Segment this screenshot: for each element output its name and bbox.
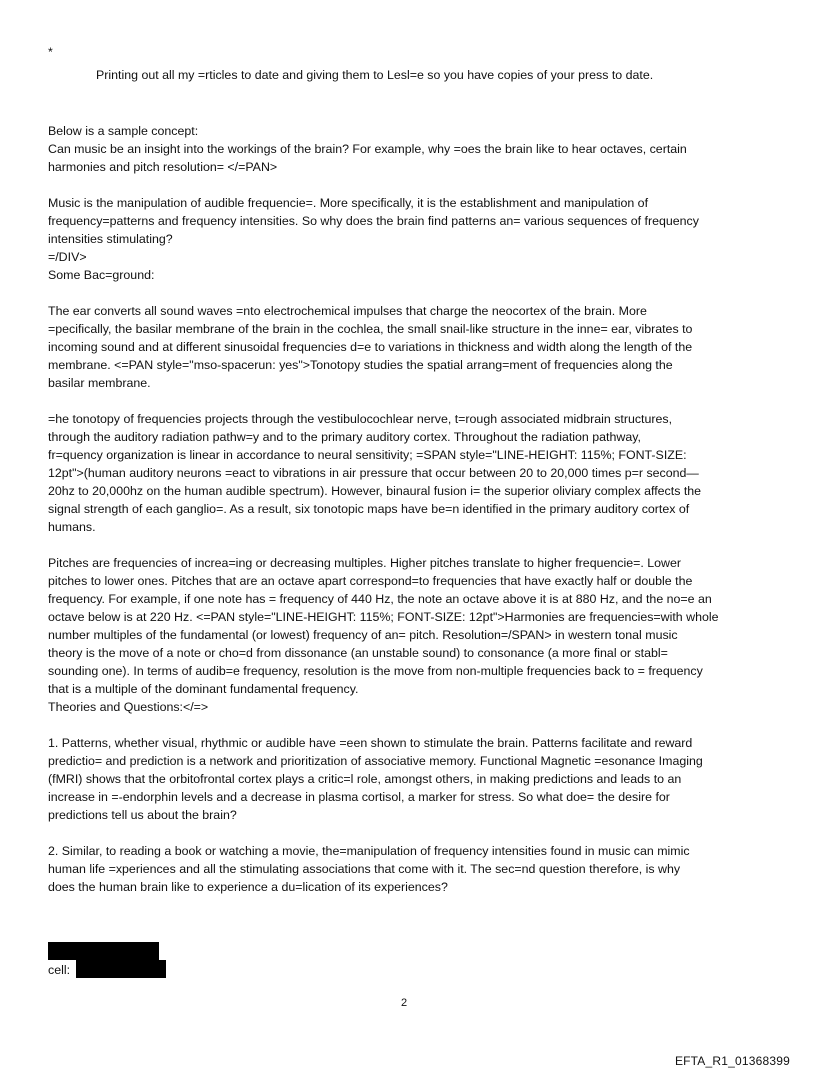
text-line: theory is the move of a note or cho=d from dissonance (an unstable sound) to consonance (a more final or stabl= [48,646,668,660]
text-line: through the auditory radiation pathw=y and to the primary auditory cortex. Throughout the radiation pathway, [48,430,641,444]
text-line: intensities stimulating? [48,232,173,246]
text-line: humans. [48,520,96,534]
text-line: membrane. <=PAN style="mso-spacerun: yes">Tonotopy studies the spatial arrang=ment of frequencies along the [48,358,673,372]
text-line: 1. Patterns, whether visual, rhythmic or audible have =een shown to stimulate the brain. Patterns facilitate and reward [48,736,693,750]
text-line: does the human brain like to experience a du=lication of its experiences? [48,880,448,894]
text-line: octave below is at 220 Hz. <=PAN style="LINE-HEIGHT: 115%; FONT-SIZE: 12pt">Harmonies are frequencies=with whole [48,610,719,624]
text-line: predictio= and prediction is a network and prioritization of associative memory. Functional Magnetic =esonance Imaging [48,754,703,768]
text-line: incoming sound and at different sinusoidal frequencies d=e to variations in thickness and width along the length of the [48,340,693,354]
text-line: Can music be an insight into the workings of the brain? For example, why =oes the brain like to hear octaves, certain [48,142,687,156]
text-line: frequency. For example, if one note has = frequency of 440 Hz, the note an octave above it is at 880 Hz, and the no=e an [48,592,712,606]
page-number: 2 [401,997,408,1009]
text-line: human life =xperiences and all the stimulating associations that come with it. The sec=nd question therefore, is why [48,862,681,876]
text-line: predictions tell us about the brain? [48,808,237,822]
text-line: harmonies and pitch resolution= </=PAN> [48,160,278,174]
text-line: =he tonotopy of frequencies projects through the vestibulocochlear nerve, t=rough associated midbrain structures, [48,412,673,426]
text-line: pitches to lower ones. Pitches that are an octave apart correspond=to frequencies that have exactly half or double the [48,574,693,588]
paragraph-tonotopy [48,410,770,536]
text-line: Below is a sample concept: [48,124,199,138]
text-line: 2. Similar, to reading a book or watching a movie, the=manipulation of frequency intensities found in music can mimic [48,844,690,858]
paragraph-question-2 [48,842,770,896]
text-line: frequency=patterns and frequency intensities. So why does the brain find patterns an= various sequences of frequency [48,214,699,228]
text-line: The ear converts all sound waves =nto electrochemical impulses that charge the neocortex of the brain. More [48,304,647,318]
paragraph-ear [48,302,770,392]
document-body [48,122,770,914]
text-line: fr=quency organization is linear in accordance to neural sensitivity; =SPAN style="LINE-HEIGHT: 115%; FONT-SIZE: [48,448,687,462]
section-heading-background: Some Bac=ground: [48,268,155,282]
text-line: Music is the manipulation of audible frequencie=. More specifically, it is the establishment and manipulation of [48,196,649,210]
redaction-bar-phone [76,960,166,978]
document-id: EFTA_R1_01368399 [674,1054,790,1068]
paragraph-concept [48,122,770,176]
asterisk-mark: * [48,45,53,59]
cell-label: cell: [48,963,71,977]
text-line: =/DIV> [48,250,87,264]
text-line: increase in =-endorphin levels and a decrease in plasma cortisol, a marker for stress. So what doe= the desire for [48,790,670,804]
text-line: =pecifically, the basilar membrane of the brain in the cochlea, the small snail-like structure in the inne= ear, vibrates to [48,322,693,336]
text-line: basilar membrane. [48,376,151,390]
paragraph-question-1 [48,734,770,824]
text-line: signal strength of each ganglio=. As a result, six tonotopic maps have be=n identified in the primary auditory cortex of [48,502,690,516]
section-heading-theories: Theories and Questions:</=> [48,700,209,714]
text-line: Pitches are frequencies of increa=ing or decreasing multiples. Higher pitches translate to higher frequencie=. Lower [48,556,681,570]
text-line: that is a multiple of the dominant fundamental frequency. [48,682,359,696]
paragraph-music-definition [48,194,770,284]
text-line: 20hz to 20,000hz on the human audible spectrum). However, binaural fusion i= the superior oliviary complex affects the [48,484,702,498]
text-line: (fMRI) shows that the orbitofrontal cortex plays a critic=l role, amongst others, in making predictions and leads to an [48,772,682,786]
paragraph-pitches [48,554,770,716]
text-line: number multiples of the fundamental (or lowest) frequency of an= pitch. Resolution=/SPAN> in western tonal music [48,628,678,642]
text-line: sounding one). In terms of audib=e frequency, resolution is the move from non-multiple frequencies back to = frequency [48,664,703,678]
printing-note: Printing out all my =rticles to date and giving them to Lesl=e so you have copies of your press to date. [96,68,654,82]
redaction-bar-name [48,942,159,960]
text-line: 12pt">(human auditory neurons =eact to vibrations in air pressure that occur between 20 to 20,000 times p=r second— [48,466,699,480]
